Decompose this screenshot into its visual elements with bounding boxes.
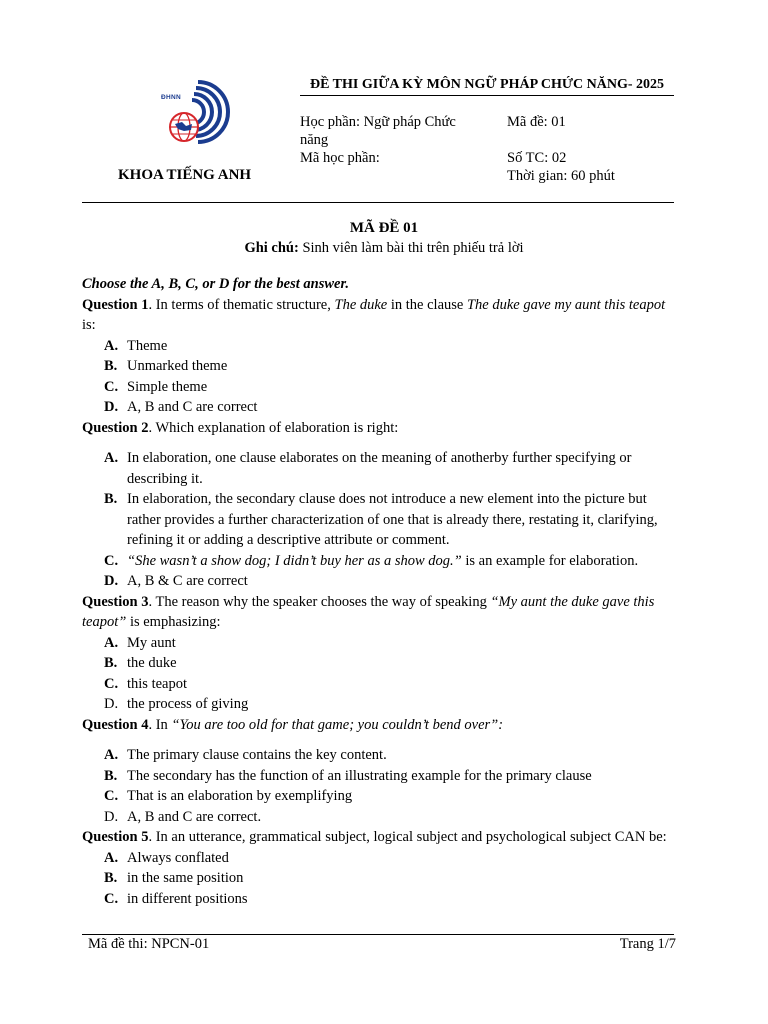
question-2-options: [82, 448, 674, 592]
option-a: A. Theme: [104, 337, 168, 354]
option-d: D. A, B & C are correct: [104, 573, 248, 589]
option-d: D. A, B and C are correct: [104, 399, 258, 415]
question-3: Question 3. The reason why the speaker chooses the way of speaking “My aunt the duke gave this teapot” is emphasizing:: [82, 593, 655, 630]
note: [0, 240, 768, 257]
question-1-options: [82, 336, 674, 418]
question-label: Question 3: [82, 593, 149, 610]
exam-code: Mã đề: 01: [507, 114, 566, 130]
note-text: Sinh viên làm bài thi trên phiếu trả lời: [298, 240, 524, 256]
question-5: Question 5. In an utterance, grammatical subject, logical subject and psychological subject CAN be:: [82, 829, 667, 845]
question-label: Question 4: [82, 716, 149, 733]
duration: Thời gian: 60 phút: [507, 168, 615, 184]
option-c: C. Simple theme: [104, 378, 208, 395]
option-d: D. A, B and C are correct.: [104, 808, 262, 825]
logo-text: ĐHNN: [161, 94, 181, 101]
note-label: Ghi chú:: [244, 240, 299, 256]
footer-divider: [82, 934, 674, 935]
question-3-options: [82, 633, 674, 715]
option-b: B. Unmarked theme: [104, 358, 228, 374]
header-divider: [82, 202, 674, 203]
faculty-name: KHOA TIẾNG ANH: [118, 167, 252, 183]
university-logo-icon: [158, 78, 230, 150]
option-c: C. in different positions: [104, 890, 248, 907]
option-a: A. My aunt: [104, 634, 176, 651]
page-number: Trang 1/7: [619, 936, 676, 952]
question-label: Question 5: [82, 829, 149, 845]
question-4: Question 4. In “You are too old for that game; you couldn’t bend over”:: [82, 716, 504, 733]
course-code: Mã học phần:: [300, 150, 380, 166]
question-label: Question 1: [82, 296, 149, 313]
exam-title: ĐỀ THI GIỮA KỲ MÔN NGỮ PHÁP CHỨC NĂNG- 2025: [300, 77, 674, 96]
question-4-options: [82, 745, 674, 827]
option-a: A. Always conflated: [104, 849, 229, 866]
option-d: D. the process of giving: [104, 696, 249, 712]
option-b: B. the duke: [104, 655, 177, 671]
option-c: C. That is an elaboration by exemplifying: [104, 788, 353, 804]
option-c: C. “She wasn’t a show dog; I didn’t buy her as a show dog.” is an example for elaboration.: [104, 552, 639, 569]
question-1: Question 1. In terms of thematic structure, The duke in the clause The duke gave my aunt this teapot is:: [82, 296, 666, 333]
question-2: Question 2. Which explanation of elaboration is right:: [82, 419, 399, 436]
option-a: A. The primary clause contains the key content.: [104, 747, 387, 763]
instructions: Choose the A, B, C, or D for the best answer.: [82, 276, 349, 292]
option-b: B. in the same position: [104, 870, 244, 886]
footer-exam-code: Mã đề thi: NPCN-01: [88, 936, 210, 952]
credits: Số TC: 02: [507, 150, 567, 166]
question-label: Question 2: [82, 419, 149, 436]
exam-content: [82, 274, 674, 909]
option-c: C. this teapot: [104, 675, 188, 692]
option-b: B. In elaboration, the secondary clause does not introduce a new element into the picture but rather provides a further characterization of one that is already there, restating it, clarifying, refining it or adding a descriptive attribute or comment.: [104, 491, 658, 548]
option-a: A. In elaboration, one clause elaborates on the meaning of anotherby further specifying or describing it.: [104, 450, 632, 487]
option-b: B. The secondary has the function of an illustrating example for the primary clause: [104, 767, 592, 784]
exam-code-heading: MÃ ĐỀ 01: [349, 220, 419, 236]
question-5-options: [82, 848, 674, 910]
course-name: Học phần: Ngữ pháp Chức năng: [300, 114, 456, 148]
